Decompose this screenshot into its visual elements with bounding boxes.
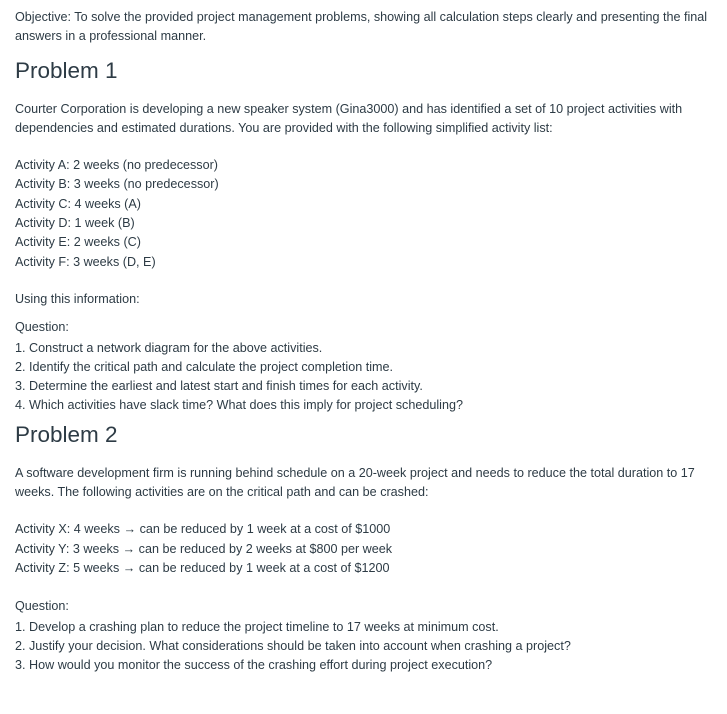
crash-activity-item: Activity X: 4 weeks → can be reduced by 1 week at a cost of $1000: [15, 522, 391, 537]
activity-item: Activity C: 4 weeks (A): [15, 196, 141, 211]
problem-1-description: Courter Corporation is developing a new speaker system (Gina3000) and has identified a set of 10 project activities with dependencies and estimated durations. You are provided with the following simplified activity list:: [15, 101, 683, 135]
problem-2-description: A software development firm is running behind schedule on a 20-week project and needs to reduce the total duration to 17 weeks. The following activities are on the critical path and can be crashed:: [15, 465, 695, 500]
question-item: 1. Construct a network diagram for the above activities.: [15, 340, 323, 355]
question-item: 2. Justify your decision. What considerations should be taken into account when crashing a project?: [15, 638, 571, 653]
activity-item: Activity F: 3 weeks (D, E): [15, 254, 156, 269]
problem-2-heading: Problem 2: [15, 421, 118, 447]
activity-item: Activity D: 1 week (B): [15, 216, 135, 231]
question-item: 3. How would you monitor the success of the crashing effort during project execution?: [15, 658, 493, 673]
using-info-text: Using this information:: [15, 291, 140, 306]
problem-2-question-label: Question:: [15, 599, 69, 614]
question-item: 4. Which activities have slack time? What does this imply for project scheduling?: [15, 398, 463, 413]
question-item: 1. Develop a crashing plan to reduce the project timeline to 17 weeks at minimum cost.: [15, 619, 499, 634]
question-item: 2. Identify the critical path and calculate the project completion time.: [15, 359, 394, 374]
question-item: 3. Determine the earliest and latest start and finish times for each activity.: [15, 379, 423, 394]
objective-text: Objective: To solve the provided project management problems, showing all calculation steps clearly and presenting the final answers in a professional manner.: [15, 10, 708, 44]
crash-activity-item: Activity Z: 5 weeks → can be reduced by 1 week at a cost of $1200: [15, 560, 390, 575]
problem-1-heading: Problem 1: [15, 57, 118, 83]
crash-activity-item: Activity Y: 3 weeks → can be reduced by 2 weeks at $800 per week: [15, 541, 393, 556]
problem-2-question-list: [15, 618, 715, 676]
activity-item: Activity B: 3 weeks (no predecessor): [15, 177, 219, 192]
problem-1-question-list: [15, 339, 715, 416]
problem-2-activity-list: [15, 520, 715, 578]
activity-item: Activity E: 2 weeks (C): [15, 235, 141, 250]
problem-1-activity-list: [15, 156, 715, 272]
problem-1-question-label: Question:: [15, 320, 69, 335]
activity-item: Activity A: 2 weeks (no predecessor): [15, 158, 218, 173]
